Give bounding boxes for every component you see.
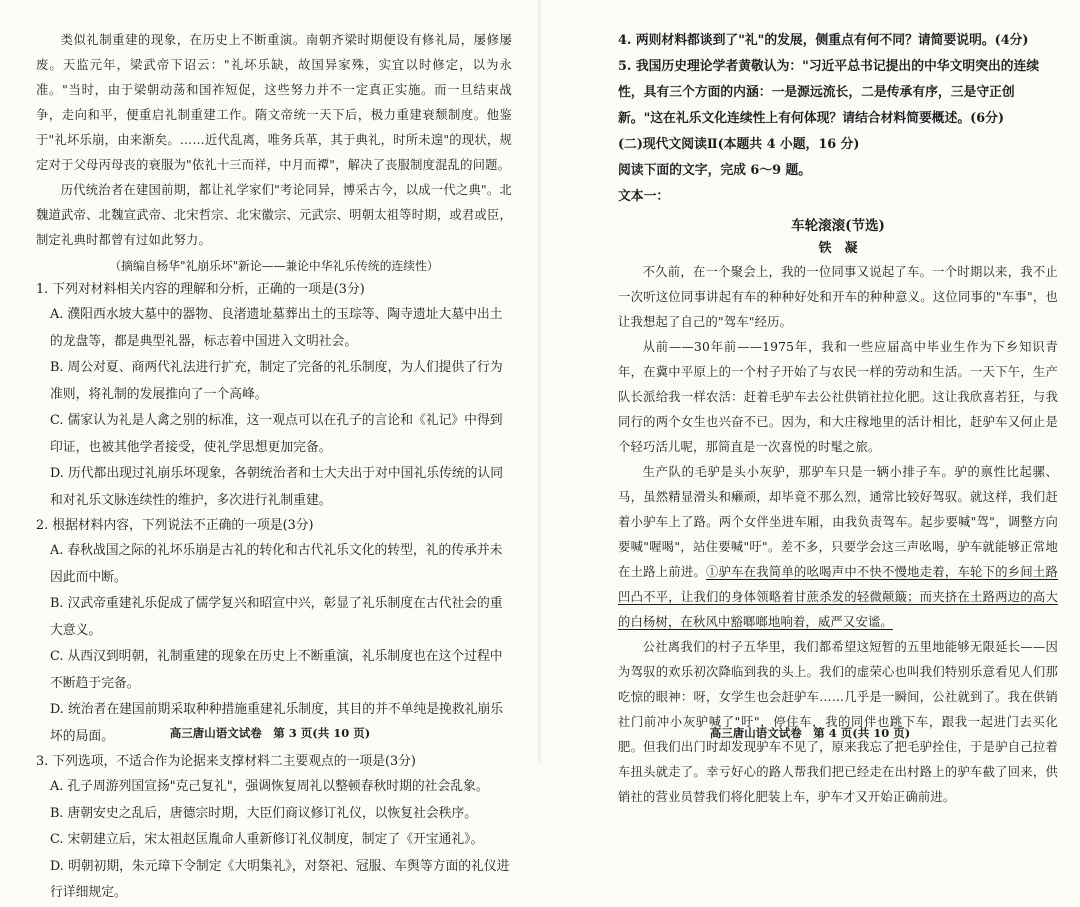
paragraph-text: 生产队的毛驴是头小灰驴，那驴车只是一辆小排子车。驴的禀性比起骡、马，虽然精显滑头和癞顽，却毕竟不那么烈，通常比较好驾驭。就这样，我们赶着小驴车上了路。两个女伴坐进车厢，由我负责驾车。起步要喊"驾"，调整方向要喊"喔喝"，站住要喊"吁"。差不多，只要学会这三声吆喝，驴车就能够正常地在土路上前进。 bbox=[618, 465, 1058, 579]
paragraph: 历代统治者在建国前期，都让礼学家们"考论同异，博采古今，以成一代之典"。北魏道武帝、北魏宣武帝、北宋哲宗、北宋徽宗、元武宗、明朝太祖等时期，或君或臣，制定礼典时都曾有过如此努力。 bbox=[36, 183, 512, 247]
question-5: 5. 我国历史理论学者黄敬认为："习近平总书记提出的中华文明突出的连续性，具有三个方面的内涵：一是源远流长，二是传承有序，三是守正创新。"这在礼乐文化连续性上有何体现？请结合材料简要概述。(6分) bbox=[618, 59, 1040, 126]
question-2 bbox=[36, 514, 512, 750]
paragraph: 公社离我们的村子五华里，我们都希望这短暂的五里地能够无限延长——因为驾驭的欢乐初次降临到我的头上。我们的虚荣心也叫我们特别乐意看见人们那吃惊的眼神：呀，女学生也会赶驴车……几乎是一瞬间，公社就到了。我在供销社门前冲小灰驴喊了"吁"，停住车，我的同伴也跳下车，跟我一起进门去买化肥。但我们出门时却发现驴车不见了，原来我忘了把毛驴拴住，于是驴自己拉着车扭头就走了。幸亏好心的路人帮我们把已经走在出村路上的驴车截了回来，供销社的营业员替我们将化肥装上车，驴车才又开始正确前进。 bbox=[618, 640, 1058, 804]
article-author: 铁 凝 bbox=[818, 241, 858, 256]
option-c: C. 从西汉到明朝，礼制重建的现象在历史上不断重演，礼乐制度也在这个过程中不断趋于完备。 bbox=[50, 649, 503, 691]
question-1 bbox=[36, 278, 512, 514]
option-b: B. 汉武帝重建礼乐促成了儒学复兴和昭宣中兴，彰显了礼乐制度在古代社会的重大意义。 bbox=[50, 596, 503, 638]
option-b: B. 周公对夏、商两代礼法进行扩充，制定了完备的礼乐制度，为人们提供了行为准则，将礼制的发展推向了一个高峰。 bbox=[50, 360, 503, 402]
page-4 bbox=[540, 0, 1080, 804]
paragraph: 不久前，在一个聚会上，我的一位同事又说起了车。一个时期以来，我不止一次听这位同事讲起有车的种种好处和开车的种种意义。这位同事的"车事"，也让我想起了自己的"驾车"经历。 bbox=[618, 265, 1058, 329]
question-stem: 3. 下列选项，不适合作为论据来支撑材料二主要观点的一项是(3分) bbox=[36, 754, 416, 769]
option-d: D. 历代都出现过礼崩乐坏现象，各朝统治者和士大夫出于对中国礼乐传统的认同和对礼乐文脉连续性的维护，多次进行礼制重建。 bbox=[50, 466, 504, 508]
paragraph: 类似礼制重建的现象，在历史上不断重演。南朝齐梁时期便设有修礼局，屡修屡废。天监元年，梁武帝下诏云："礼坏乐缺，故国异家殊，实宜以时修定，以为永准。"当时，由于梁朝动荡和国祚短促，这些努力并不一定真正实施。而一旦结束战争，走向和平，便重启礼制重建工作。隋文帝统一天下后，极力重建衰颓制度。他鉴于"礼坏乐崩，由来渐矣。……近代乱离，唯务兵革，其于典礼，时所未遑"的现状，规定对于父母丙母丧的衰服为"依礼十三而祥，中月而禫"，解决了丧服制度混乱的问题。 bbox=[36, 33, 512, 172]
page-footer: 高三唐山语文试卷 第 3 页(共 10 页) bbox=[169, 726, 371, 740]
page-footer: 高三唐山语文试卷 第 4 页(共 10 页) bbox=[709, 726, 911, 740]
option-a: A. 春秋战国之际的礼坏乐崩是古礼的转化和古代礼乐文化的转型，礼的传承并未因此而中断。 bbox=[50, 543, 503, 585]
question-4: 4. 两则材料都谈到了"礼"的发展，侧重点有何不同？请简要说明。(4分) bbox=[618, 33, 1029, 48]
option-d: D. 明朝初期，朱元璋下令制定《大明集礼》，对祭祀、冠服、车舆等方面的礼仪进行详细规定。 bbox=[50, 858, 510, 900]
option-d: D. 统治者在建国前期采取种种措施重建礼乐制度，其目的并不单纯是挽救礼崩乐坏的局面。 bbox=[50, 702, 504, 744]
question-stem: 2. 根据材料内容，下列说法不正确的一项是(3分) bbox=[36, 518, 314, 533]
option-b: B. 唐朝安史之乱后，唐德宗时期，大臣们商议修订礼仪，以恢复社会秩序。 bbox=[50, 805, 478, 821]
option-a: A. 濮阳西水坡大墓中的器物、良渚遗址墓葬出土的玉琮等、陶寺遗址大墓中出土的龙盘等，都是典型礼器，标志着中国进入文明社会。 bbox=[50, 307, 503, 349]
paragraph: 从前——30年前——1975年，我和一些应届高中毕业生作为下乡知识青年，在冀中平原上的一个村子开始了与农民一样的劳动和生活。一天下午，生产队长派给我一样农活：赶着毛驴车去公社供销社拉化肥。这让我欣喜若狂，与我同行的两个女生也兴奋不已。因为，和大庄稼地里的活计相比，赶驴车又何止是个轻巧活儿呢，那简直是一次喜悦的时髦之旅。 bbox=[618, 340, 1058, 454]
instruction: 阅读下面的文字，完成 6～9 题。 bbox=[618, 163, 812, 178]
page-3 bbox=[0, 0, 540, 900]
option-a: A. 孔子周游列国宣扬"克己复礼"，强调恢复周礼以整顿春秋时期的社会乱象。 bbox=[50, 779, 489, 794]
option-c: C. 儒家认为礼是人禽之别的标准，这一观点可以在孔子的言论和《礼记》中得到印证，也被其他学者接受，使礼学思想更加完备。 bbox=[50, 413, 503, 455]
question-3 bbox=[36, 750, 512, 907]
option-c: C. 宋朝建立后，宋太祖赵匡胤命人重新修订礼仪制度，制定了《开宝通礼》。 bbox=[50, 832, 484, 847]
article-title: 车轮滚滚(节选) bbox=[791, 218, 885, 234]
source-citation: （摘编自杨华"礼崩乐坏"新论——兼论中华礼乐传统的连续性） bbox=[109, 259, 439, 273]
section-heading: (二)现代文阅读Ⅱ(本题共 4 小题，16 分) bbox=[618, 137, 860, 152]
paragraph bbox=[618, 460, 1058, 635]
underlined-sentence: ①驴车在我简单的吆喝声中不快不慢地走着，车轮下的乡间土路凹凸不平，让我们的身体领略着甘蔗杀发的轻微颠簸；而夹挤在土路两边的高大的白杨树，在秋风中豁啷啷地响着，威严又安谧。 bbox=[618, 565, 1058, 629]
question-stem: 1. 下列对材料相关内容的理解和分析，正确的一项是(3分) bbox=[36, 282, 365, 297]
text-label: 文本一： bbox=[618, 189, 670, 204]
